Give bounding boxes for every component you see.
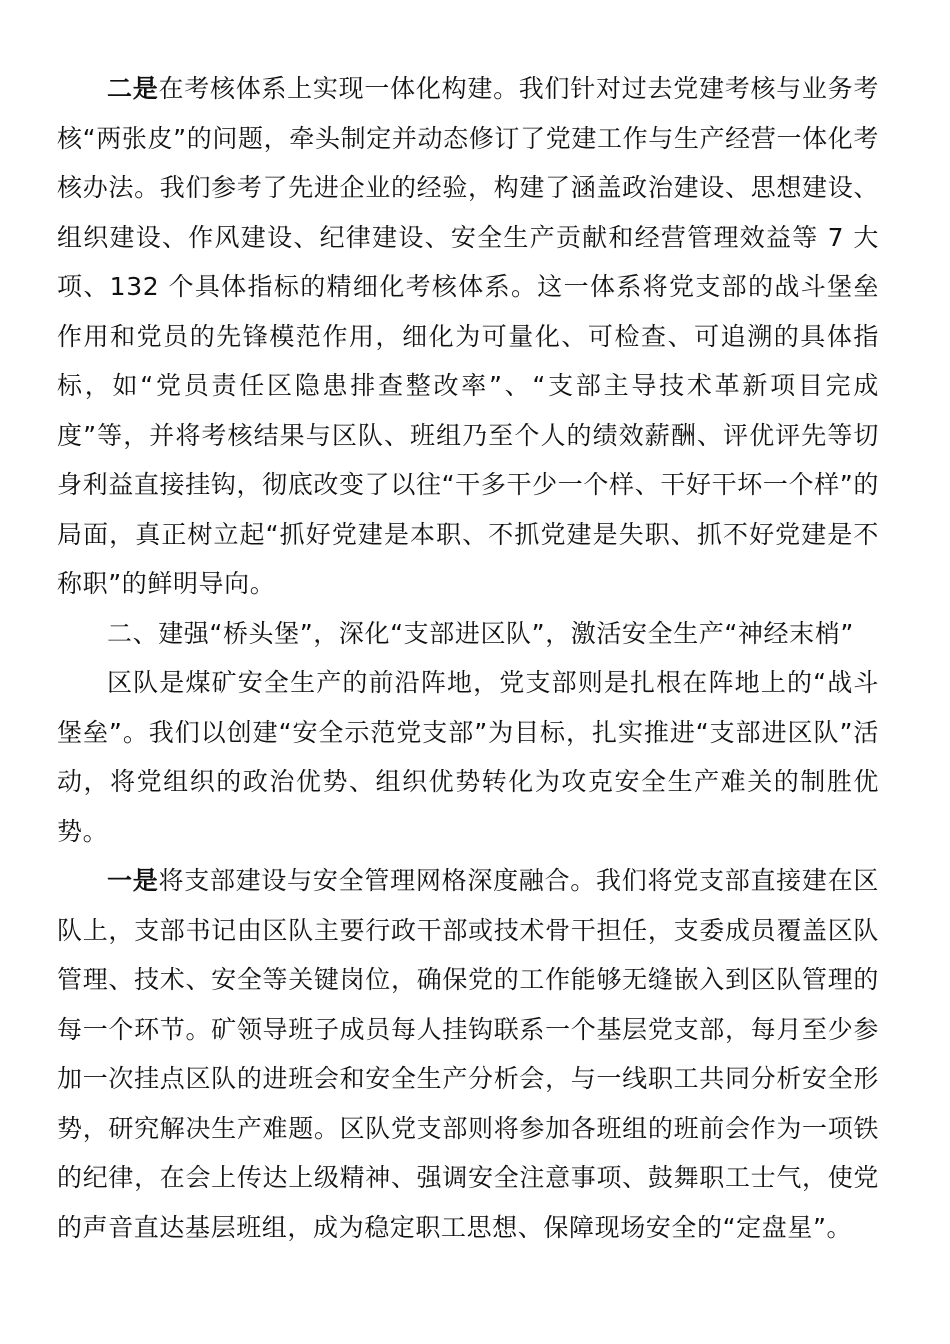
paragraph-lead-bold: 一是 xyxy=(107,866,159,895)
section-heading-text: 二、建强“桥头堡”，深化“支部进区队”，激活安全生产“神经末梢” xyxy=(107,618,854,648)
paragraph-text: 在考核体系上实现一体化构建。我们针对过去党建考核与业务考核“两张皮”的问题，牵头制定并动态修订了党建工作与生产经营一体化考核办法。我们参考了先进企业的经验，构建了涵盖政治建设、思想建设、组织建设、作风建设、纪律建设、安全生产贡献和经营管理效益等 7 大项、132 个具体指标的精细化考核体系。这一体系将党支部的战斗堡垒作用和党员的先锋模范作用，细化为可量化、可检查、可追溯的具体指标，如“党员责任区隐患排查整改率”、“支部主导技术革新项目完成度”等，并将考核结果与区队、班组乃至个人的绩效薪酬、评优评先等切身利益直接挂钩，彻底改变了以往“干多干少一个样、干好干坏一个样”的局面，真正树立起“抓好党建是本职、不抓党建是失职、抓不好党建是不称职”的鲜明导向。 xyxy=(57,74,879,598)
paragraph-assessment-system xyxy=(57,64,879,609)
paragraph-lead-bold: 二是 xyxy=(107,74,159,103)
paragraph-intro xyxy=(57,658,879,856)
paragraph-text: 区队是煤矿安全生产的前沿阵地，党支部则是扎根在阵地上的“战斗堡垒”。我们以创建“安全示范党支部”为目标，扎实推进“支部进区队”活动，将党组织的政治优势、组织优势转化为攻克安全生产难关的制胜优势。 xyxy=(57,668,879,846)
document-body xyxy=(57,64,879,1252)
paragraph-branch-integration xyxy=(57,856,879,1252)
section-heading xyxy=(57,609,879,659)
paragraph-text: 将支部建设与安全管理网格深度融合。我们将党支部直接建在区队上，支部书记由区队主要行政干部或技术骨干担任，支委成员覆盖区队管理、技术、安全等关键岗位，确保党的工作能够无缝嵌入到区队管理的每一个环节。矿领导班子成员每人挂钩联系一个基层党支部，每月至少参加一次挂点区队的进班会和安全生产分析会，与一线职工共同分析安全形势，研究解决生产难题。区队党支部则将参加各班组的班前会作为一项铁的纪律，在会上传达上级精神、强调安全注意事项、鼓舞职工士气，使党的声音直达基层班组，成为稳定职工思想、保障现场安全的“定盘星”。 xyxy=(57,866,879,1242)
